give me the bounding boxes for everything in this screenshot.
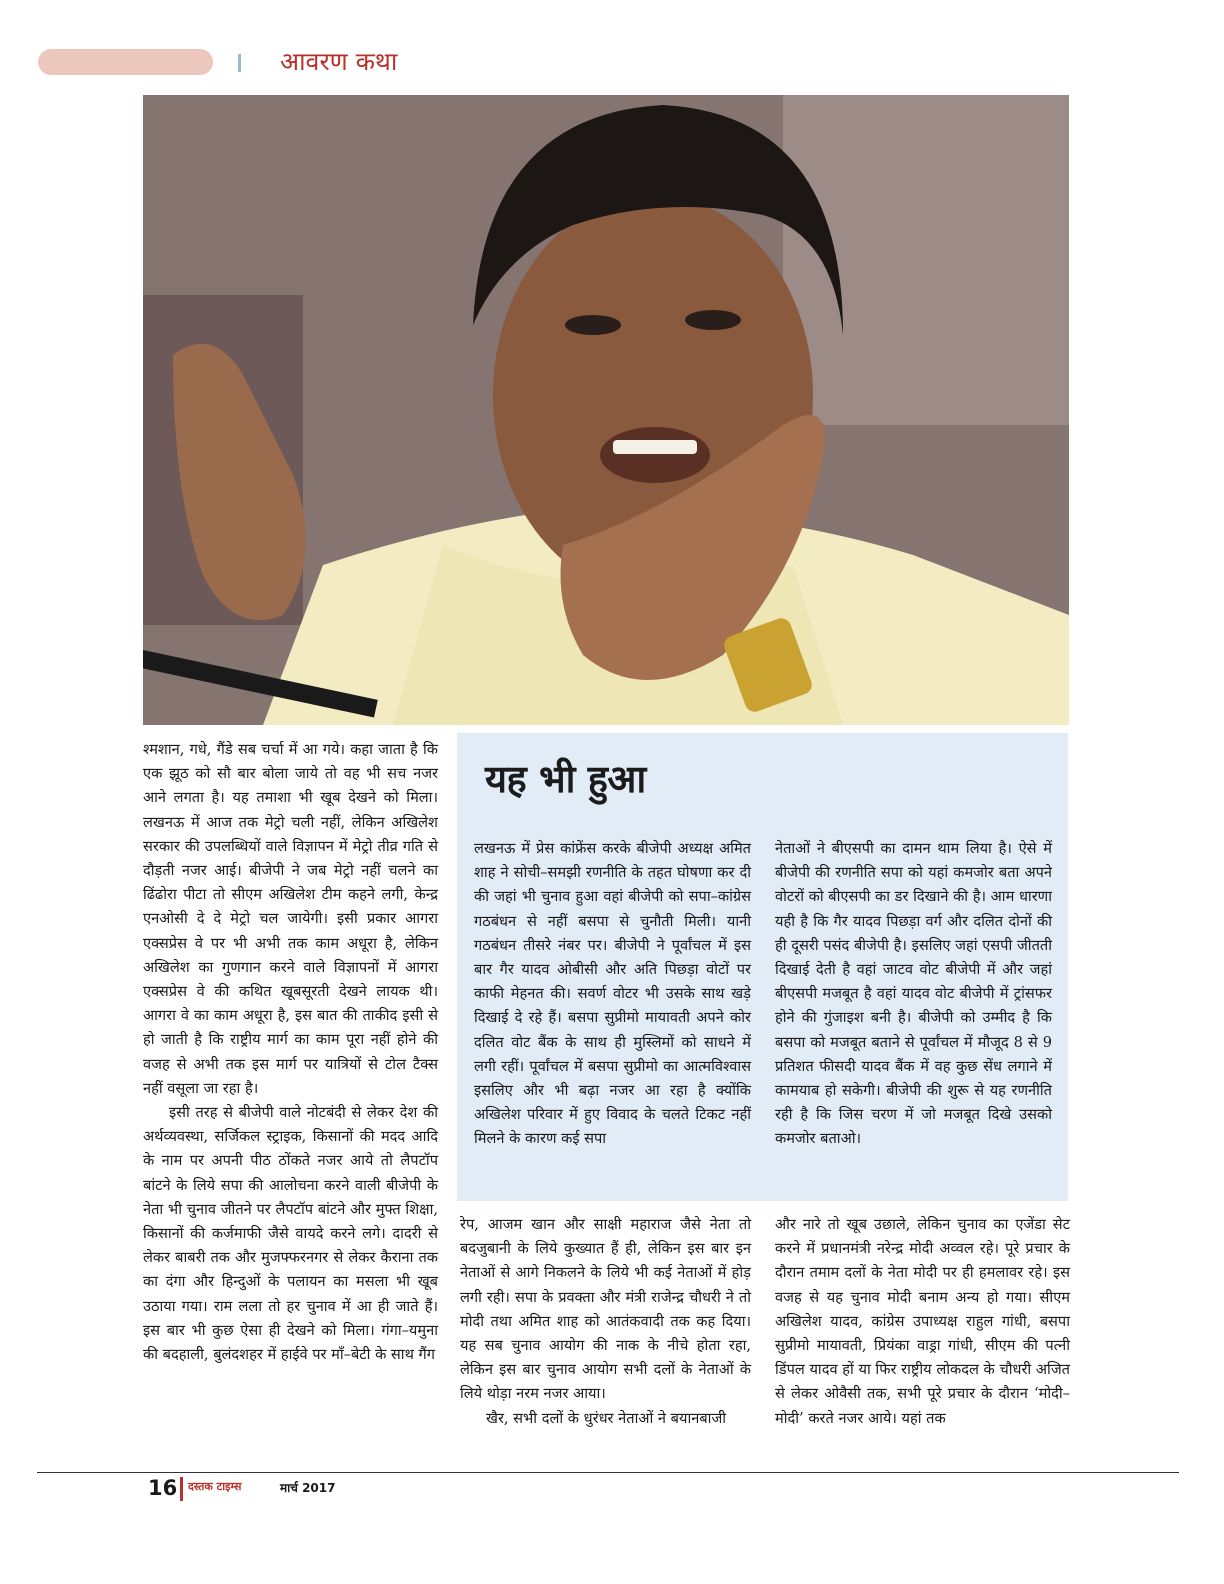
footer-rule: [37, 1472, 1179, 1473]
middle-paragraph-2: खैर, सभी दलों के धुरंधर नेताओं ने बयानबाजी: [486, 1409, 727, 1427]
left-column: [143, 738, 438, 1367]
header-pill: [38, 49, 213, 75]
middle-column: [460, 1213, 751, 1431]
page-number: 16: [148, 1476, 178, 1500]
sidebar-box-column-2: [775, 837, 1052, 1152]
left-paragraph-1: श्मशान, गधे, गैंडे सब चर्चा में आ गये। कहा जाता है कि एक झूठ को सौ बार बोला जाये तो वह भी सच नजर आने लगता है। यह तमाशा भी खूब देखने को मिला। लखनऊ में आज तक मेट्रो चली नहीं, लेकिन अखिलेश सरकार की उपलब्धियों वाले विज्ञापन में मेट्रो तीव्र गति से दौड़ती नजर आई। बीजेपी ने जब मेट्रो नहीं चलने का ढिंढोरा पीटा तो सीएम अखिलेश टीम कहने लगी, केन्द्र एनओसी दे दे मेट्रो चल जायेगी। इसी प्रकार आगरा एक्सप्रेस वे पर भी अभी तक काम अधूरा है, लेकिन अखिलेश का गुणगान करने वाले विज्ञापनों में आगरा एक्सप्रेस वे की कथित खूबसूरती देखने लायक थी। आगरा वे का काम अधूरा है, इस बात की ताकीद इसी से हो जाती है कि राष्ट्रीय मार्ग का काम पूरा नहीं होने की वजह से अभी तक इस मार्ग पर यात्रियों से टोल टैक्स नहीं वसूला जा रहा है।: [143, 741, 438, 1097]
footer-separator: [180, 1477, 183, 1501]
right-paragraph-1: और नारे तो खूब उछाले, लेकिन चुनाव का एजेंडा सेट करने में प्रधानमंत्री नरेन्द्र मोदी अव्वल रहे। पूरे प्रचार के दौरान तमाम दलों के नेता मोदी पर ही हमलावर रहे। इस वजह से यह चुनाव मोदी बनाम अन्य हो गया। सीएम अखिलेश यादव, कांग्रेस उपाध्यक्ष राहुल गांधी, बसपा सुप्रीमो मायावती, प्रियंका वाड्रा गांधी, सीएम की पत्नी डिंपल यादव हों या फिर राष्ट्रीय लोकदल के चौधरी अजित से लेकर ओवैसी तक, सभी पूरे प्रचार के दौरान ‘मोदी–मोदी’ करते नजर आये। यहां तक: [775, 1216, 1070, 1427]
right-column: [775, 1213, 1070, 1431]
cover-photo: [143, 95, 1069, 725]
sidebar-box-text-2: नेताओं ने बीएसपी का दामन थाम लिया है। ऐसे में बीजेपी की रणनीति सपा को यहां कमजोर बता अपने वोटरों को बीएसपी का डर दिखाने की है। आम धारणा यही है कि गैर यादव पिछड़ा वर्ग और दलित दोनों की ही दूसरी पसंद बीजेपी है। इसलिए जहां एसपी जीतती दिखाई देती है वहां जाटव वोट बीजेपी में और जहां बीएसपी मजबूत है वहां यादव वोट बीजेपी में ट्रांसफर होने की गुंजाइश बनी है। बीजेपी को उम्मीद है कि बसपा को मजबूत बताने से पूर्वांचल में मौजूद 8 से 9 प्रतिशत फीसदी यादव बैंक में वह कुछ सेंध लगाने में कामयाब हो सकेगी। बीजेपी की शुरू से यह रणनीति रही है कि जिस चरण में जो मजबूत दिखे उसको कमजोर बताओ।: [775, 840, 1052, 1148]
header-separator: [238, 54, 241, 72]
sidebar-box-text-1: लखनऊ में प्रेस कांफ्रेंस करके बीजेपी अध्यक्ष अमित शाह ने सोची–समझी रणनीति के तहत घोषणा कर दी की जहां भी चुनाव हुआ वहां बीजेपी को सपा–कांग्रेस गठबंधन से नहीं बसपा से चुनौती मिली। यानी गठबंधन तीसरे नंबर पर। बीजेपी ने पूर्वांचल में इस बार गैर यादव ओबीसी और अति पिछड़ा वोटों पर काफी मेहनत की। सवर्ण वोटर भी उसके साथ खड़े दिखाई दे रहे हैं। बसपा सुप्रीमो मायावती अपने कोर दलित वोट बैंक के साथ ही मुस्लिमों को साधने में लगी रहीं। पूर्वांचल में बसपा सुप्रीमो का आत्मविश्वास इसलिए और भी बढ़ा नजर आ रहा है क्योंकि अखिलेश परिवार में हुए विवाद के चलते टिकट नहीं मिलने के कारण कई सपा: [474, 840, 751, 1148]
section-label: आवरण कथा: [280, 47, 398, 76]
sidebar-box-title: यह भी हुआ: [485, 757, 646, 801]
portrait-illustration: [143, 95, 1069, 725]
magazine-logo: दस्तक टाइम्स: [188, 1480, 242, 1493]
issue-date: मार्च 2017: [280, 1481, 336, 1495]
sidebar-box-column-1: [474, 837, 751, 1152]
left-paragraph-2: इसी तरह से बीजेपी वाले नोटबंदी से लेकर देश की अर्थव्यवस्था, सर्जिकल स्ट्राइक, किसानों की मदद आदि के नाम पर अपनी पीठ ठोंकते नजर आये तो लैपटॉप बांटने के लिये सपा की आलोचना करने वाली बीजेपी के नेता भी चुनाव जीतने पर लैपटॉप बांटने और मुफ्त शिक्षा, किसानों की कर्जमाफी जैसे वायदे करने लगे। दादरी से लेकर बाबरी तक और मुजफ्फरनगर से लेकर कैराना तक का दंगा और हिन्दुओं के पलायन का मसला भी खूब उठाया गया। राम लला तो हर चुनाव में आ ही जाते हैं। इस बार भी कुछ ऐसा ही देखने को मिला। गंगा–यमुना की बदहाली, बुलंदशहर में हाईवे पर माँ–बेटी के साथ गैंग: [143, 1104, 438, 1364]
middle-paragraph-1: रेप, आजम खान और साक्षी महाराज जैसे नेता तो बदजुबानी के लिये कुख्यात हैं ही, लेकिन इस बार इन नेताओं से आगे निकलने के लिये भी कई नेताओं में होड़ लगी रही। सपा के प्रवक्ता और मंत्री राजेन्द्र चौधरी ने तो मोदी तथा अमित शाह को आतंकवादी तक कह दिया। यह सब चुनाव आयोग की नाक के नीचे होता रहा, लेकिन इस बार चुनाव आयोग सभी दलों के नेताओं के लिये थोड़ा नरम नजर आया।: [460, 1216, 751, 1403]
